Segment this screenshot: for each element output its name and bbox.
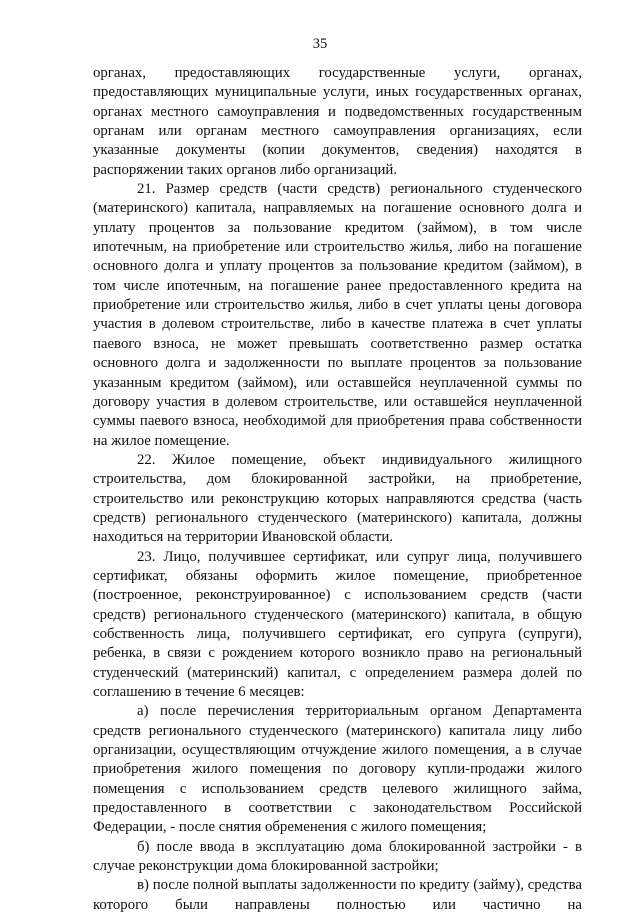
- paragraph-23: 23. Лицо, получившее сертификат, или супруг лица, получившего сертификат, обязаны оформить жилое помещение, приобретенное (построенное, реконструированное) с использованием средств (части средств) регионального студенческого (материнского) капитала, в общую собственность лица, получившего сертификат, его супруга (супруги), ребенка, в связи с рождением которого возникло право на региональный студенческий (материнский) капитал, с определением размера долей по соглашению в течение 6 месяцев:: [93, 548, 582, 700]
- paragraph-22: 22. Жилое помещение, объект индивидуального жилищного строительства, дом блокированной застройки, на приобретение, строительство или реконструкцию которых направляются средства (часть средств) регионального студенческого (материнского) капитала, должны находиться на территории Ивановской области.: [93, 451, 582, 546]
- paragraph-21: 21. Размер средств (части средств) регионального студенческого (материнского) капитала, направляемых на погашение основного долга и уплату процентов за пользование кредитом (займом), в том числе ипотечным, на приобретение или строительство жилья, либо на погашение основного долга и уплату процентов за пользование кредитом (займом), в том числе ипотечным, на погашение ранее предоставленного кредита на приобретение или строительство жилья, либо в счет уплаты цены договора участия в долевом строительстве, либо в качестве платежа в счет уплаты паевого взноса, не может превышать соответственно размер остатка основного долга и задолженности по выплате процентов за пользование указанным кредитом (займом), или оставшейся неуплаченной суммы по договору участия в долевом строительстве, или оставшейся неуплаченной суммы паевого взноса, необходимой для приобретения права собственности на жилое помещение.: [93, 181, 582, 449]
- paragraph-23-v: в) после полной выплаты задолженности по кредиту (займу), средства которого были направлены полностью или частично на: [93, 877, 582, 913]
- paragraph-23-b: б) после ввода в эксплуатацию дома блокированной застройки - в случае реконструкции дома блокированной застройки;: [93, 838, 582, 875]
- page-number: 35: [312, 36, 328, 52]
- paragraph-continuation: органах, предоставляющих государственные услуги, органах, предоставляющих муниципальные услуги, иных государственных органах, органах местного самоуправления и подведомственных государственным органам или органам местного самоуправления организациях, если указанные документы (копии документов, сведения) находятся в распоряжении таких органов либо организаций.: [93, 65, 582, 178]
- paragraph-23-a: а) после перечисления территориальным органом Департамента средств регионального студенческого (материнского) капитала лицу либо организации, осуществляющим отчуждение жилого помещения, а в случае приобретения жилого помещения по договору купли-продажи жилого помещения с использованием средств целевого жилищного займа, предоставленного в соответствии с законодательством Российской Федерации, - после снятия обременения с жилого помещения;: [93, 703, 582, 836]
- document-body: [93, 64, 582, 915]
